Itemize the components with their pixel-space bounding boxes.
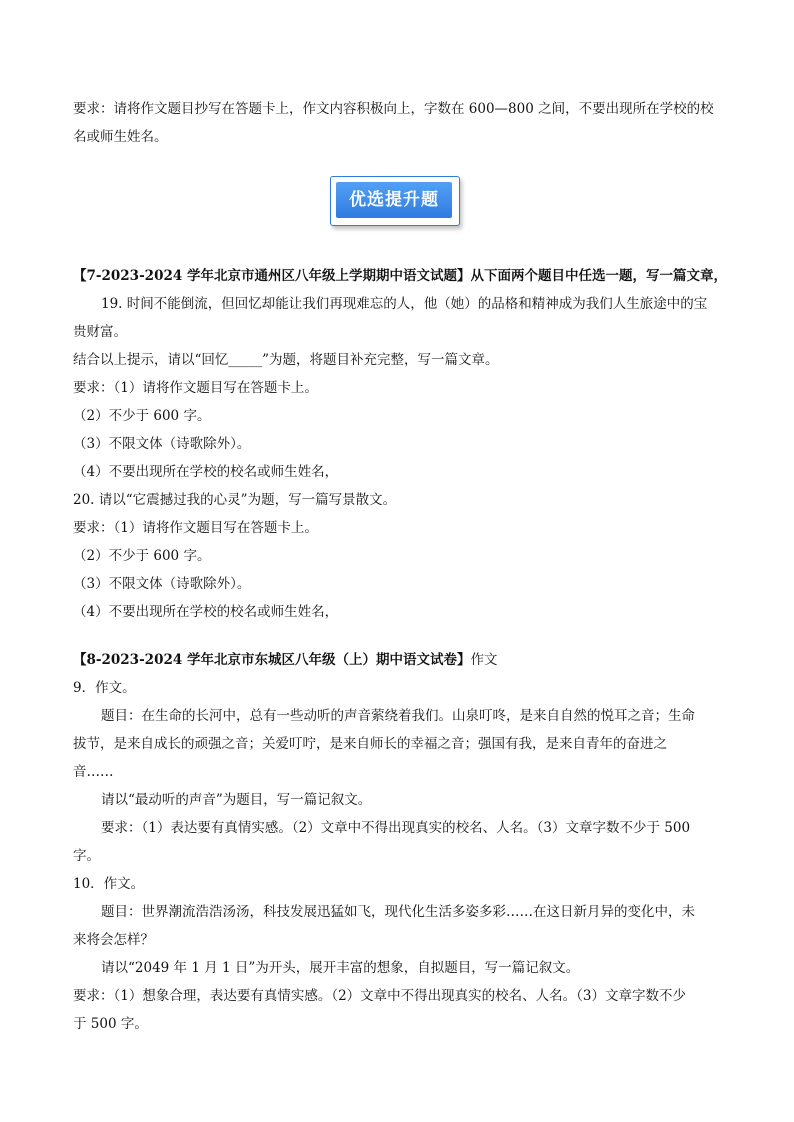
q10-label: 10．作文。 bbox=[73, 876, 145, 892]
q19-line-1: 19. 时间不能倒流，但回忆却能让我们再现难忘的人，他（她）的品格和精神成为我们人生旅途中的宝 bbox=[101, 296, 708, 312]
section8-header bbox=[73, 651, 497, 669]
q19-line-2: 贵财富。 bbox=[73, 324, 127, 340]
intro-requirement-line-2: 名或师生姓名。 bbox=[73, 129, 168, 145]
q20-requirement-1: 要求：（1）请将作文题目写在答题卡上。 bbox=[73, 520, 318, 536]
section7-header-text: 【7-2023-2024 学年北京市通州区八年级上学期期中语文试题】从下面两个题目中任选一题，写一篇文章， bbox=[73, 268, 727, 284]
q9-topic-line-1: 题目：在生命的长河中，总有一些动听的声音萦绕着我们。山泉叮咚，是来自自然的悦耳之音；生命 bbox=[101, 708, 695, 724]
q9-label: 9．作文。 bbox=[73, 680, 136, 696]
q9-topic-line-2: 拔节，是来自成长的顽强之音；关爱叮咛，是来自师长的幸福之音；强国有我，是来自青年的奋进之 bbox=[73, 736, 667, 752]
q9-requirement-line-2: 字。 bbox=[73, 848, 100, 864]
q20-line-1: 20. 请以“它震撼过我的心灵”为题，写一篇写景散文。 bbox=[73, 492, 397, 508]
q20-requirement-2: （2）不少于 600 字。 bbox=[73, 548, 211, 564]
q20-requirement-4: （4）不要出现所在学校的校名或师生姓名， bbox=[73, 604, 339, 620]
q10-prompt: 请以“2049 年 1 月 1 日”为开头，展开丰富的想象，自拟题目，写一篇记叙文。 bbox=[101, 960, 580, 976]
q9-topic-line-3: 音…… bbox=[73, 764, 114, 780]
section8-header-rest: 作文 bbox=[470, 652, 498, 668]
section7-header bbox=[73, 267, 727, 285]
banner-label: 优选提升题 bbox=[336, 182, 452, 218]
section8-header-title: 【8-2023-2024 学年北京市东城区八年级（上）期中语文试卷】 bbox=[73, 652, 471, 668]
q9-requirement-line-1: 要求：（1）表达要有真情实感。（2）文章中不得出现真实的校名、人名。（3）文章字数不少于 500 bbox=[101, 820, 691, 836]
q10-topic-line-2: 来将会怎样？ bbox=[73, 932, 154, 948]
intro-requirement-line-1: 要求：请将作文题目抄写在答题卡上，作文内容积极向上，字数在 600—800 之间，不要出现所在学校的校 bbox=[73, 101, 714, 117]
q9-prompt: 请以“最动听的声音”为题目，写一篇记叙文。 bbox=[101, 792, 372, 808]
section-banner bbox=[330, 176, 462, 228]
q10-topic-line-1: 题目：世界潮流浩浩汤汤，科技发展迅猛如飞，现代化生活多姿多彩……在这日新月异的变化中，未 bbox=[101, 904, 695, 920]
q20-requirement-3: （3）不限文体（诗歌除外）。 bbox=[73, 576, 251, 592]
q19-requirement-1: 要求：（1）请将作文题目写在答题卡上。 bbox=[73, 380, 318, 396]
q10-requirement-line-2: 于 500 字。 bbox=[73, 1016, 148, 1032]
q19-prompt: 结合以上提示，请以“回忆_____”为题，将题目补充完整，写一篇文章。 bbox=[73, 352, 499, 368]
q19-requirement-3: （3）不限文体（诗歌除外）。 bbox=[73, 436, 251, 452]
q10-requirement-line-1: 要求：（1）想象合理，表达要有真情实感。（2）文章中不得出现真实的校名、人名。（3）文章字数不少 bbox=[73, 988, 687, 1004]
q19-requirement-2: （2）不少于 600 字。 bbox=[73, 408, 211, 424]
q19-requirement-4: （4）不要出现所在学校的校名或师生姓名， bbox=[73, 464, 339, 480]
